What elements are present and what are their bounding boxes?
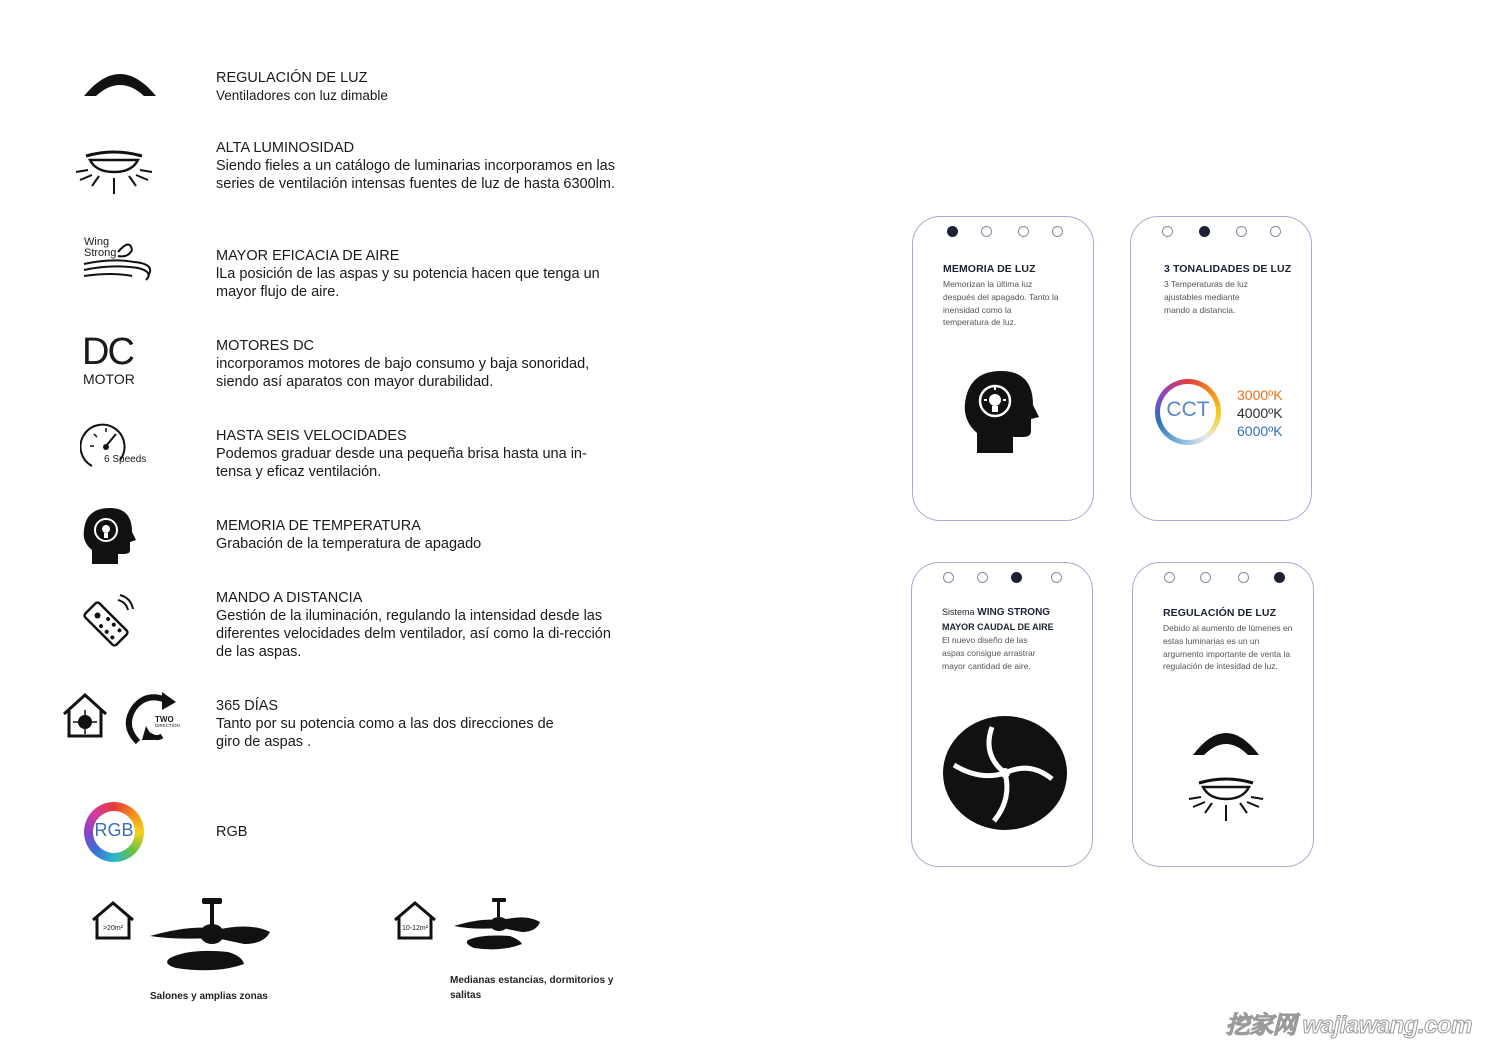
page-dot [1018,226,1029,237]
rgb-label: RGB [94,820,134,840]
ceiling-fan-medium-icon [452,898,542,952]
page-dot [981,226,992,237]
page-dot [977,572,988,583]
house-season-icon [60,692,110,738]
feature-speeds [216,427,616,481]
page-dot [1011,572,1022,583]
house-medium-area-icon [392,900,438,942]
wing-label: Wing [84,236,110,248]
remote-control-icon [78,594,134,650]
card-title: REGULACIÓN DE LUZ [1163,607,1277,619]
direction-label: DIRECTION [155,723,180,728]
card-text: 3 Temperaturas de luz ajustables mediante mando a distancia. [1164,279,1248,315]
page-dot [1236,226,1247,237]
wing-strong-icon [82,236,162,284]
feature-title: MANDO A DISTANCIA [216,590,363,606]
dimmer-arc-icon [82,66,158,98]
rgb-wheel-icon [84,802,144,862]
card-memoria-luz [912,216,1094,521]
dc-motor-icon [82,331,152,390]
feature-dc-motors [216,337,616,391]
two-label: TWO [155,715,174,724]
feature-title: HASTA SEIS VELOCIDADES [216,428,407,444]
card-text: El nuevo diseño de las aspas consigue arrastrar mayor cantidad de aire. [942,635,1036,671]
area-label: >20m² [102,925,124,932]
watermark: 挖家网 wajiawang.com [1225,1012,1472,1039]
ceiling-light-icon [1185,777,1267,825]
fan-caption-medium: Medianas estancias, dormitorios y salitas [450,975,614,1001]
feature-airflow [216,247,616,301]
page-dot [1164,572,1175,583]
page-dot [943,572,954,583]
page-dot [1200,572,1211,583]
house-large-area-icon [90,900,136,942]
fan-caption-large: Salones y amplias zonas [150,991,268,1002]
head-memory-icon [82,506,136,566]
feature-365 [216,697,556,751]
page-dot [1051,572,1062,583]
feature-title: REGULACIÓN DE LUZ [216,70,368,86]
feature-brightness [216,139,616,193]
card-regulacion-luz [1132,562,1314,867]
feature-title: MAYOR EFICACIA DE AIRE [216,248,400,264]
page-dots [1133,572,1313,584]
speeds-label: 6 Speeds [104,454,147,465]
temp-warm: 3000ºK [1237,387,1283,403]
feature-rgb [216,823,616,841]
feature-remote [216,589,616,661]
page-dots [1131,226,1311,238]
page-dot [1199,226,1210,237]
feature-title: MEMORIA DE TEMPERATURA [216,518,421,534]
temp-neutral: 4000ºK [1237,405,1283,421]
card-tonalidades [1130,216,1312,521]
feature-desc: Grabación de la temperatura de apagado [216,536,482,552]
feature-title: 365 DÍAS [216,698,279,714]
page-dots [912,572,1092,584]
card-title: WING STRONG [977,607,1051,618]
feature-title: ALTA LUMINOSIDAD [216,140,355,156]
ceiling-fan-large-icon [146,898,274,974]
two-direction-icon [124,690,184,750]
page-dot [1274,572,1285,583]
page-dot [1270,226,1281,237]
motor-label: MOTOR [83,371,135,387]
page-dot [1052,226,1063,237]
card-subtitle: MAYOR CAUDAL DE AIRE [942,622,1054,632]
card-title: 3 TONALIDADES DE LUZ [1164,263,1292,275]
card-title: MEMORIA DE LUZ [943,263,1036,275]
feature-memory [216,517,616,553]
area-label: 10-12m² [401,925,429,932]
strong-label: Strong [84,247,117,259]
head-bulb-icon [963,369,1039,455]
dc-label: DC [82,331,133,373]
cct-ring-icon [1155,379,1221,445]
feature-desc: Gestión de la iluminación, regulando la intensidad desde las diferentes velocidades delm ventilador, así como la di-rección de las aspas. [216,608,611,660]
page-dot [1162,226,1173,237]
feature-desc: Ventiladores con luz dimable [216,88,388,103]
cct-label: CCT [1166,398,1210,421]
speedometer-icon [80,420,152,472]
feature-desc: Siendo fieles a un catálogo de luminarias incorporamos en las series de ventilación intensas fuentes de luz de hasta 6300lm. [216,158,615,192]
feature-dimmable [216,69,616,105]
ceiling-light-icon [72,150,156,198]
feature-desc: Tanto por su potencia como a las dos direcciones de giro de aspas . [216,716,554,750]
card-text: Memorizan la última luz después del apagado. Tanto la inensidad como la temperatura de luz. [943,279,1059,328]
card-heading [942,607,1050,618]
card-text: Debido al aumento de lúmenes en estas luminarias es un un argumento importante de venta la regulación de intesidad de luz. [1163,623,1293,672]
fan-blades-icon [942,715,1068,831]
feature-desc: Podemos graduar desde una pequeña brisa hasta una in-tensa y eficaz ventilación. [216,446,587,480]
feature-desc: lLa posición de las aspas y su potencia hacen que tenga un mayor flujo de aire. [216,266,600,300]
card-wing-strong [911,562,1093,867]
dimmer-arc-icon [1191,725,1261,757]
temp-cool: 6000ºK [1237,423,1283,439]
page-dot [947,226,958,237]
page-dot [1238,572,1249,583]
feature-desc: incorporamos motores de bajo consumo y baja sonoridad, siendo así aparatos con mayor durabilidad. [216,356,590,390]
feature-title: MOTORES DC [216,338,315,354]
page-dots [913,226,1093,238]
feature-desc: RGB [216,824,248,840]
card-prefix: Sistema [942,607,975,617]
